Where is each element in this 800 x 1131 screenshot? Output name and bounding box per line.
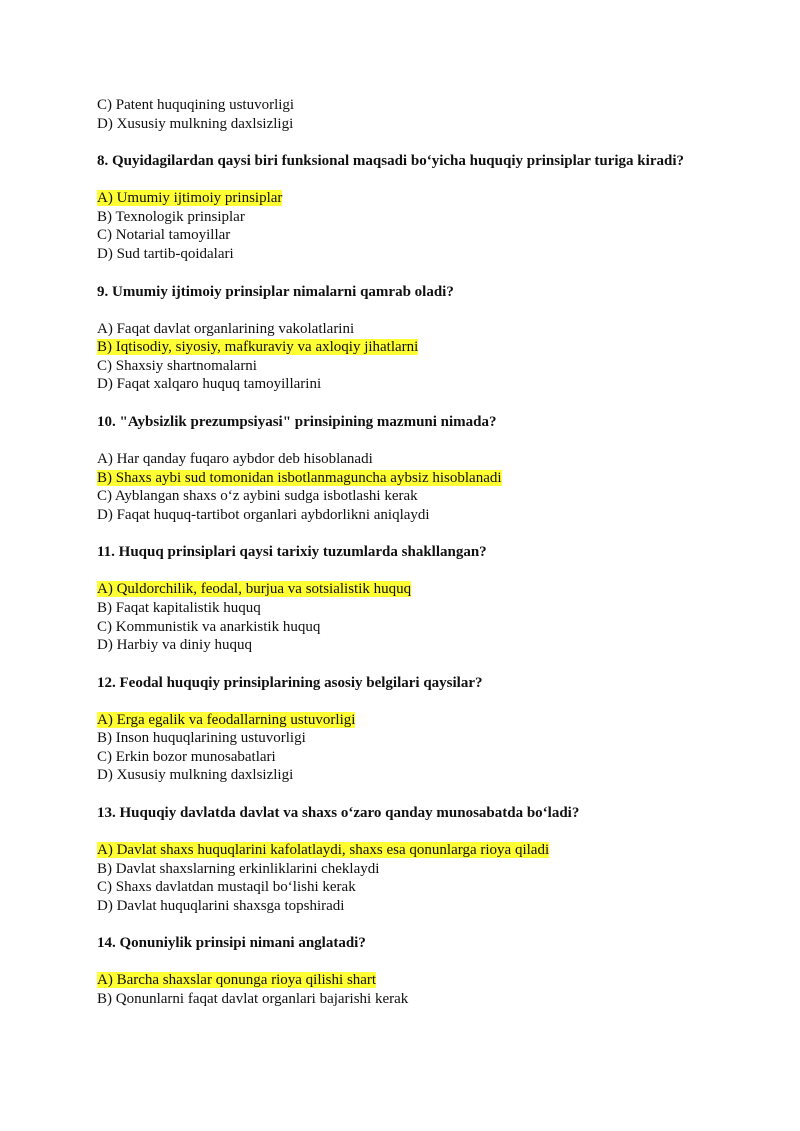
question-text: 12. Feodal huquqiy prinsiplarining asosiy belgilari qaysilar?: [97, 674, 483, 691]
option-text: D) Faqat huquq-tartibot organlari aybdorlikni aniqlaydi: [97, 506, 430, 523]
option-line: [97, 189, 717, 208]
option-text: D) Sud tartib-qoidalari: [97, 245, 234, 262]
option-text: D) Davlat huquqlarini shaxsga topshiradi: [97, 897, 345, 914]
question-text: 10. "Aybsizlik prezumpsiyasi" prinsipining mazmuni nimada?: [97, 413, 497, 430]
option-text: C) Erkin bozor munosabatlari: [97, 748, 276, 765]
option-text: D) Xususiy mulkning daxlsizligi: [97, 767, 294, 784]
highlighted-answer: A) Quldorchilik, feodal, burjua va sotsialistik huquq: [97, 581, 412, 598]
highlighted-answer: A) Barcha shaxslar qonunga rioya qilishi shart: [97, 972, 377, 989]
option-line: [97, 320, 717, 339]
option-line: [97, 766, 717, 785]
option-text: A) Har qanday fuqaro aybdor deb hisoblanadi: [97, 450, 373, 467]
option-line: [97, 226, 717, 245]
highlighted-answer: B) Iqtisodiy, siyosiy, mafkuraviy va axloqiy jihatlarni: [97, 339, 419, 356]
question-text: 9. Umumiy ijtimoiy prinsiplar nimalarni qamrab oladi?: [97, 283, 454, 300]
option-line: [97, 897, 717, 916]
option-line: [97, 338, 717, 357]
option-line: [97, 450, 717, 469]
option-line: [97, 469, 717, 488]
question-text: 14. Qonuniylik prinsipi nimani anglatadi?: [97, 935, 366, 952]
option-line: [97, 580, 717, 599]
option-text: B) Texnologik prinsiplar: [97, 208, 245, 225]
highlighted-answer: B) Shaxs aybi sud tomonidan isbotlanmaguncha aybsiz hisoblanadi: [97, 469, 502, 486]
highlighted-answer: A) Erga egalik va feodallarning ustuvorligi: [97, 711, 356, 728]
option-line: [97, 375, 717, 394]
question-block: [97, 933, 717, 1008]
option-line: [97, 748, 717, 767]
option-text: C) Shaxsiy shartnomalarni: [97, 357, 257, 374]
option-line: [97, 878, 717, 897]
option-text: A) Faqat davlat organlarining vakolatlarini: [97, 320, 355, 337]
question-block: [97, 412, 717, 524]
option-text: B) Qonunlarni faqat davlat organlari bajarishi kerak: [97, 991, 409, 1008]
question-block: [97, 803, 717, 915]
highlighted-answer: A) Umumiy ijtimoiy prinsiplar: [97, 190, 283, 207]
lead-options: [97, 96, 717, 133]
option-text: D) Xususiy mulkning daxlsizligi: [97, 115, 294, 132]
question-text: 11. Huquq prinsiplari qaysi tarixiy tuzumlarda shakllangan?: [97, 544, 487, 561]
option-line: [97, 860, 717, 879]
question-block: [97, 151, 717, 263]
question-block: [97, 542, 717, 654]
option-text: D) Faqat xalqaro huquq tamoyillarini: [97, 376, 322, 393]
option-line: [97, 971, 717, 990]
option-line: [97, 729, 717, 748]
highlighted-answer: A) Davlat shaxs huquqlarini kafolatlaydi, shaxs esa qonunlarga rioya qiladi: [97, 842, 550, 859]
document-page: [97, 96, 717, 1009]
option-text: C) Notarial tamoyillar: [97, 227, 231, 244]
question-text: 13. Huquqiy davlatda davlat va shaxs o‘zaro qanday munosabatda bo‘ladi?: [97, 805, 580, 822]
option-text: C) Ayblangan shaxs o‘z aybini sudga isbotlashi kerak: [97, 488, 418, 505]
option-line: [97, 711, 717, 730]
option-text: B) Davlat shaxslarning erkinliklarini cheklaydi: [97, 860, 380, 877]
option-line: [97, 841, 717, 860]
option-text: D) Harbiy va diniy huquq: [97, 637, 252, 654]
option-line: [97, 506, 717, 525]
option-line: [97, 245, 717, 264]
option-text: C) Kommunistik va anarkistik huquq: [97, 618, 321, 635]
option-line: [97, 990, 717, 1009]
option-line: [97, 618, 717, 637]
option-line: [97, 636, 717, 655]
option-line: [97, 96, 717, 115]
option-line: [97, 599, 717, 618]
option-line: [97, 208, 717, 227]
option-text: B) Inson huquqlarining ustuvorligi: [97, 730, 306, 747]
option-text: B) Faqat kapitalistik huquq: [97, 599, 261, 616]
question-text: 8. Quyidagilardan qaysi biri funksional maqsadi bo‘yicha huquqiy prinsiplar turiga kiradi?: [97, 153, 684, 170]
option-text: C) Patent huquqining ustuvorligi: [97, 97, 295, 113]
option-line: [97, 357, 717, 376]
question-block: [97, 673, 717, 785]
option-line: [97, 115, 717, 134]
question-block: [97, 282, 717, 394]
option-text: C) Shaxs davlatdan mustaqil bo‘lishi kerak: [97, 879, 356, 896]
option-line: [97, 487, 717, 506]
